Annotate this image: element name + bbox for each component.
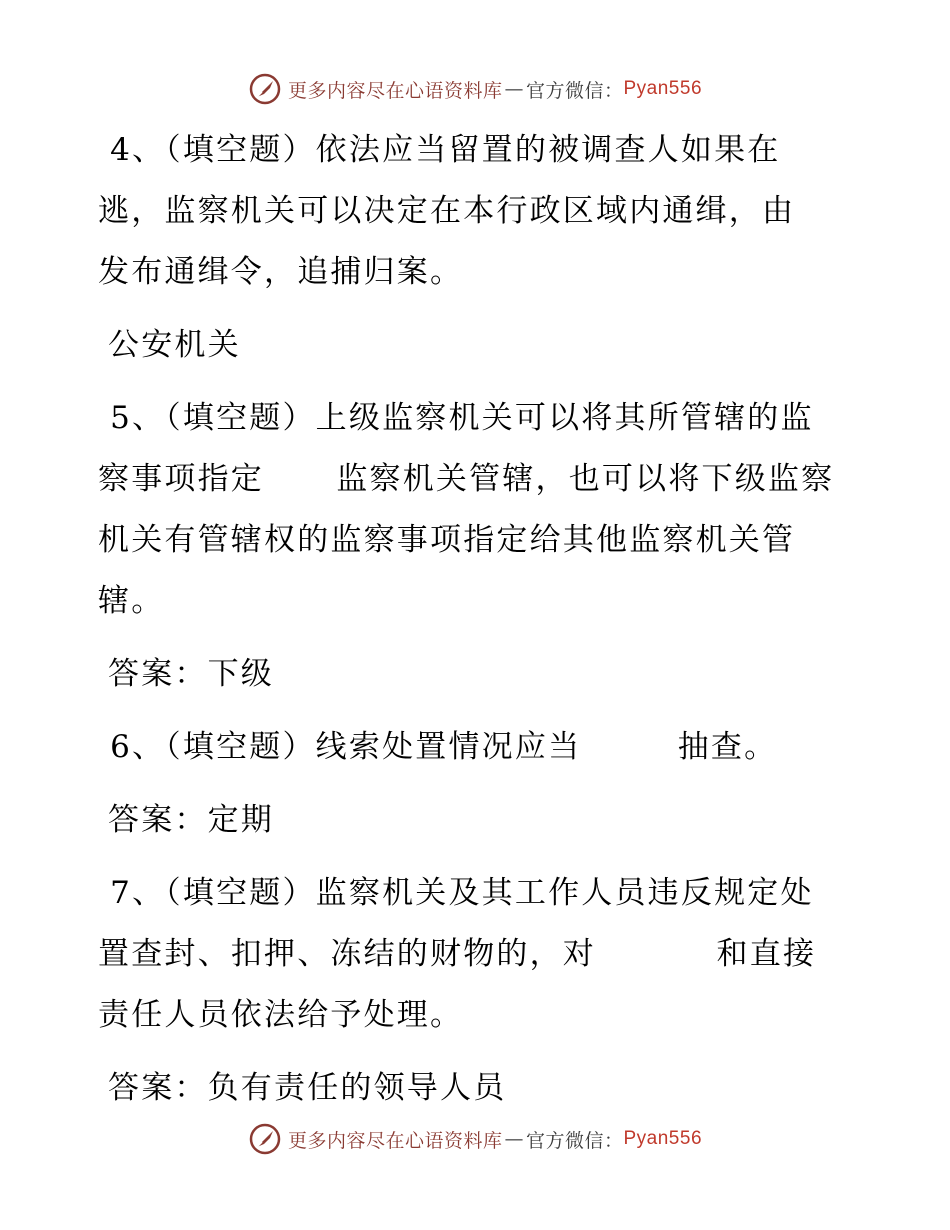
footer-watermark (0, 1122, 950, 1156)
watermark-wechat-label: 官方微信： (525, 79, 624, 102)
answer-5: 答案：下级 (108, 656, 274, 692)
header-watermark (0, 72, 950, 106)
question-4-line-2: 逃，监察机关可以决定在本行政区域内通缉，由 (98, 193, 796, 229)
watermark-handle: Pyan556 (623, 78, 703, 99)
question-6-line-1: 6、（填空题）线索处置情况应当 抽查。 (98, 729, 778, 765)
answer-7: 答案：负有责任的领导人员 (108, 1070, 507, 1106)
question-7-line-2: 置查封、扣押、冻结的财物的，对 和直接 (98, 936, 817, 972)
answer-4: 公安机关 (108, 327, 241, 363)
question-5-line-4: 辖。 (98, 583, 165, 619)
question-4-line-3: 发布通缉令，追捕归案。 (98, 254, 464, 290)
watermark-sep: — (504, 78, 524, 100)
document-body (98, 120, 898, 1119)
quill-logo-icon (248, 72, 282, 106)
quill-logo-icon (248, 1122, 282, 1156)
question-5-line-3: 机关有管辖权的监察事项指定给其他监察机关管 (98, 522, 796, 558)
watermark-wechat-label: 官方微信： (525, 1129, 624, 1152)
watermark-sep: — (504, 1128, 524, 1150)
answer-6: 答案：定期 (108, 802, 274, 838)
watermark-handle: Pyan556 (623, 1128, 703, 1149)
question-7-line-3: 责任人员依法给予处理。 (98, 997, 464, 1033)
question-7-line-1: 7、（填空题）监察机关及其工作人员违反规定处 (98, 875, 814, 911)
watermark-brand: 更多内容尽在心语资料库 (287, 1129, 503, 1152)
question-5-line-1: 5、（填空题）上级监察机关可以将其所管辖的监 (98, 400, 814, 436)
question-5-line-2: 察事项指定 监察机关管辖，也可以将下级监察 (98, 461, 835, 497)
question-4-line-1: 4、（填空题）依法应当留置的被调查人如果在 (98, 132, 781, 168)
watermark-brand: 更多内容尽在心语资料库 (287, 79, 503, 102)
